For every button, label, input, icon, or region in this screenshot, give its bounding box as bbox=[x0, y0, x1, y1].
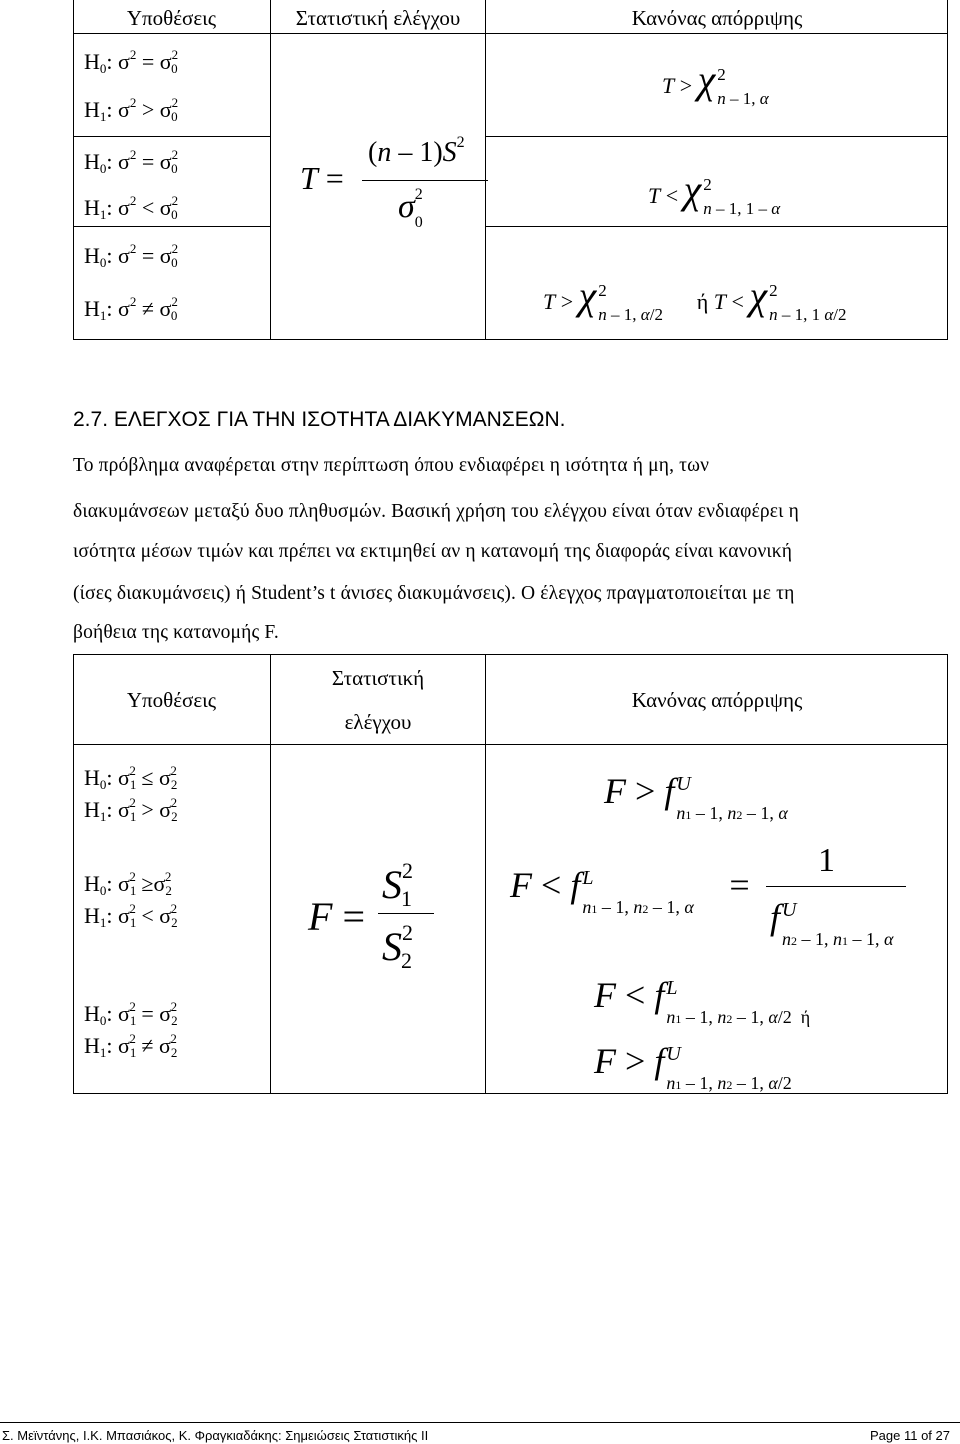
fraction-bar bbox=[766, 886, 906, 887]
hypothesis-h0: $H_0$: $\sigma^2 = \sigma^2_0$ bbox=[84, 47, 179, 76]
fraction-numerator: 1 bbox=[818, 842, 835, 879]
hypothesis-h0: $H_0$: $\sigma^2 = \sigma^2_0$ bbox=[84, 241, 179, 270]
row-divider bbox=[486, 136, 948, 137]
rejection-rule: F < f L n1 – 1, n2 – 1, α = bbox=[510, 865, 750, 917]
row-divider bbox=[73, 136, 270, 137]
fraction-denominator: f U n2 – 1, n1 – 1, α bbox=[770, 897, 894, 949]
paragraph-line: διακυμάνσεων μεταξύ δυο πληθυσμών. Βασική χρήση του ελέγχου είναι όταν ενδιαφέρει η bbox=[73, 501, 799, 522]
header-hypotheses: Υποθέσεις bbox=[126, 6, 217, 30]
rejection-rule: F > f U n1 – 1, n2 – 1, α/2 bbox=[594, 1041, 792, 1093]
section-heading: 2.7. ΕΛΕΓΧΟΣ ΓΙΑ ΤΗΝ ΙΣΟΤΗΤΑ ΔΙΑΚΥΜΑΝΣΕΩΝ. bbox=[73, 408, 566, 431]
hypothesis-h0: $H_0$: $\sigma_1^2 = \sigma_2^2$ bbox=[84, 999, 178, 1028]
hypothesis-h0: $H_0$: $\sigma^2 = \sigma^2_0$ bbox=[84, 147, 179, 176]
rejection-rule: T > χ 2 n – 1, α/2 ή T < χ 2 n – 1, 1 α/2 bbox=[543, 273, 847, 324]
row-divider bbox=[486, 226, 948, 227]
fraction-bar bbox=[362, 180, 488, 181]
rejection-rule: F < f L n1 – 1, n2 – 1, α/2 ή bbox=[594, 975, 811, 1027]
statistic-T: T = bbox=[300, 160, 344, 196]
hypothesis-h1: $H_1$: $\sigma_1^2 < \sigma_2^2$ bbox=[84, 901, 178, 930]
statistic-T-numerator: $(n - 1)S^2$ bbox=[368, 134, 465, 168]
statistic-T-denominator: $\sigma^2_0$ bbox=[398, 186, 423, 231]
statistic-F: F = bbox=[308, 894, 365, 939]
hypothesis-h1: $H_1$: $\sigma_1^2 > \sigma_2^2$ bbox=[84, 795, 178, 824]
paragraph-line: Το πρόβλημα αναφέρεται στην περίπτωση όπου ενδιαφέρει η ισότητα ή μη, των bbox=[73, 455, 710, 476]
paragraph-line: (ίσες διακυμάνσεις) ή Student’s t άνισες διακυμάνσεις). Ο έλεγχος πραγματοποιείται με τη bbox=[73, 583, 795, 604]
header-hypotheses: Υποθέσεις bbox=[126, 688, 217, 712]
rejection-rule: F > f U n1 – 1, n2 – 1, α bbox=[604, 771, 788, 823]
hypothesis-h1: $H_1$: $\sigma^2 > \sigma^2_0$ bbox=[84, 95, 179, 124]
hypothesis-h0: $H_0$: $\sigma_1^2 \le \sigma_2^2$ bbox=[84, 763, 178, 792]
statistic-F-denominator: $S^2_2$ bbox=[382, 920, 413, 973]
rejection-rule: T < χ 2 n – 1, 1 – α bbox=[648, 167, 781, 218]
header-rejection-rule: Κανόνας απόρριψης bbox=[631, 688, 803, 712]
paragraph-line: βοήθεια της κατανομής F. bbox=[73, 622, 279, 643]
footer-rule bbox=[0, 1422, 960, 1423]
header-test-statistic-line1: Στατιστική bbox=[331, 666, 425, 690]
header-rejection-rule: Κανόνας απόρριψης bbox=[631, 6, 803, 30]
fraction-bar bbox=[378, 913, 434, 914]
statistic-F-numerator: $S^2_1$ bbox=[382, 858, 413, 911]
header-test-statistic-line2: ελέγχου bbox=[344, 710, 412, 734]
footer-citation: Σ. Μεϊντάνης, Ι.Κ. Μπασιάκος, Κ. Φραγκιαδάκης: Σημειώσεις Στατιστικής ΙΙ bbox=[2, 1428, 429, 1443]
page-number: Page 11 of 27 bbox=[870, 1428, 950, 1443]
header-test-statistic: Στατιστική ελέγχου bbox=[295, 6, 461, 30]
hypothesis-h0: $H_0$: $\sigma_1^2 \ge\sigma_2^2$ bbox=[84, 869, 172, 898]
hypothesis-h1: $H_1$: $\sigma_1^2 \ne \sigma_2^2$ bbox=[84, 1031, 178, 1060]
rejection-rule: T > χ 2 n – 1, α bbox=[662, 57, 769, 108]
paragraph-line: ισότητα μέσων τιμών και πρέπει να εκτιμηθεί αν η κατανομή της διαφοράς είναι κανονική bbox=[73, 541, 793, 562]
hypothesis-h1: $H_1$: $\sigma^2 < \sigma^2_0$ bbox=[84, 193, 179, 222]
hypothesis-h1: $H_1$: $\sigma^2 \ne \sigma^2_0$ bbox=[84, 294, 178, 323]
row-divider bbox=[73, 226, 270, 227]
